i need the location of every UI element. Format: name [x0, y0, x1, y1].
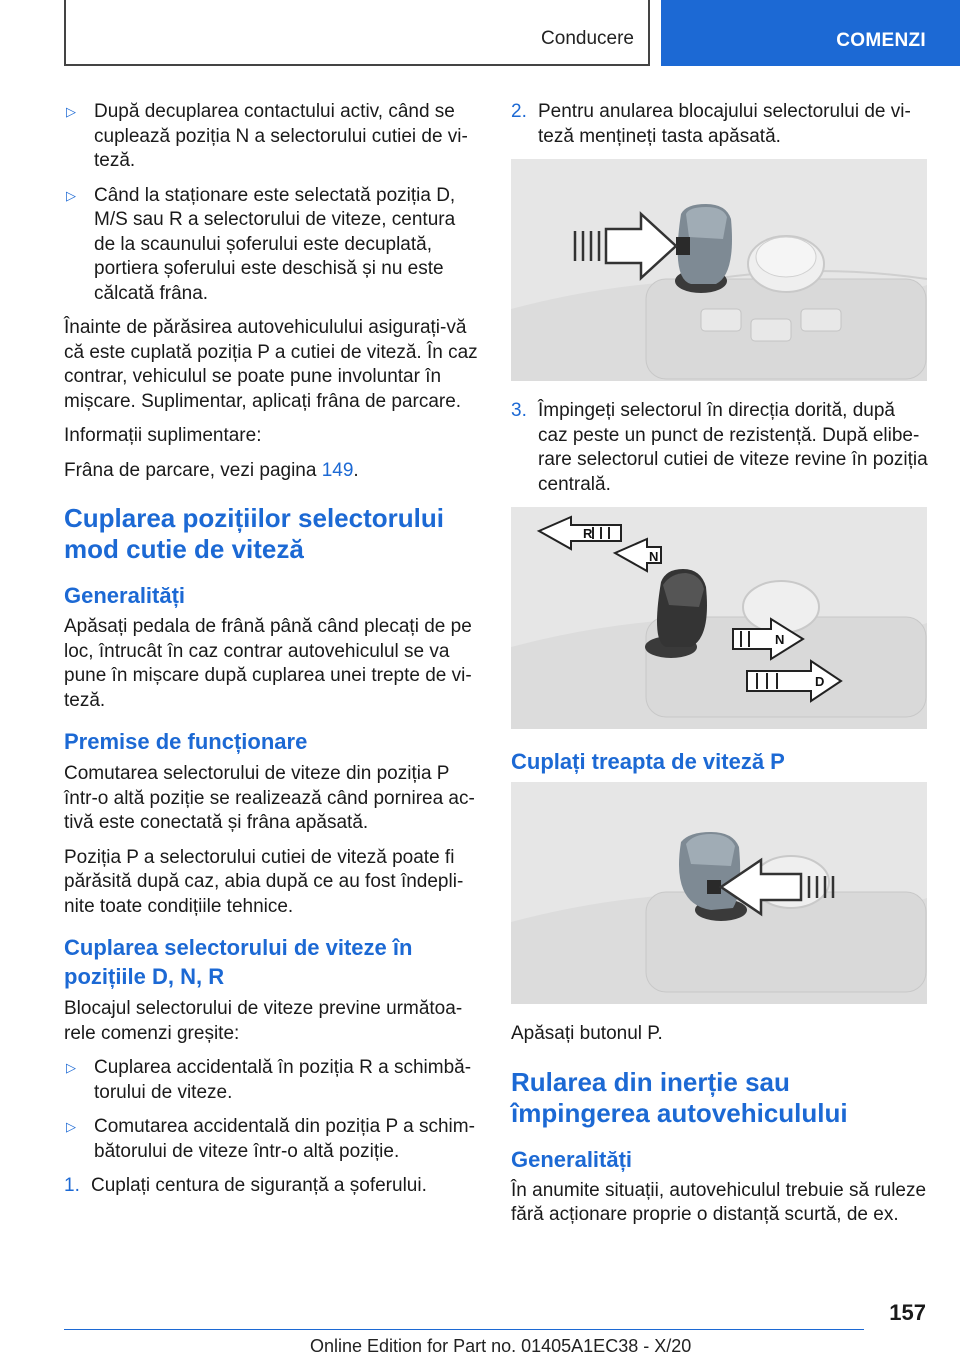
subsection-heading: Cuplarea selectorului de viteze în pozițiile D, N, R [64, 935, 413, 989]
triangle-right-icon: ▷ [66, 1119, 76, 1134]
paragraph: Blocajul selectorului de viteze previne următoa-rele comenzi greșite: [64, 998, 463, 1044]
step-item: 3. Împingeți selectorul în direcția dorită, după caz peste un punct de rezistență. După elibe-rare selectorul cutiei de viteze revine în poziția centrală. [511, 399, 929, 497]
triangle-right-icon: ▷ [66, 104, 76, 119]
paragraph-reference: Frâna de parcare, vezi pagina 149. [64, 459, 359, 481]
paragraph: Apăsați pedala de frână până când plecați de pe loc, întrucât în caz contrar autovehiculul se va pune în mișcare după cuplarea unei trepte de vi-teză. [64, 616, 472, 711]
footer-edition: Online Edition for Part no. 01405A1EC38 - X/20 [310, 1336, 692, 1356]
paragraph: Înainte de părăsirea autovehiculului asigurați-vă că este cuplată poziția P a cutiei de viteză. În caz contrar, vehiculul se poate pune involuntar în mișcare. Suplimentar, aplicați frâna de parcare. [64, 317, 478, 412]
paragraph: În anumite situații, autovehiculul trebuie să ruleze fără acționare proprie o distanță scurtă, de ex. [511, 1179, 927, 1225]
triangle-right-icon: ▷ [66, 1060, 76, 1075]
selector-unlock-illustration [511, 159, 927, 381]
list-item: ▷ Când la staționare este selectată poziția D, M/S sau R a selectorului de viteze, centura de la scaunului șoferului este decuplată, portiera șoferului este deschisă și nu este călcată frâna. [64, 184, 480, 307]
gear-label-n: N [775, 632, 785, 647]
gear-selector-directions-illustration [511, 507, 927, 729]
paragraph: Poziția P a selectorului cutiei de viteză poate fi părăsită după caz, abia după ce au fost îndepli-nite toate condițiile tehnice. [64, 846, 464, 917]
page-number: 157 [889, 1300, 926, 1325]
step-number: 2. [511, 101, 527, 122]
left-column [64, 100, 480, 1209]
list-item: ▷ Cuplarea accidentală în poziția R a schimbă-torului de viteze. [64, 1056, 480, 1105]
page-link[interactable]: 149 [321, 459, 354, 481]
step-item: 2. Pentru anularea blocajului selectorului de vi-teză mențineți tasta apăsată. [511, 100, 929, 149]
section-heading: Cuplarea pozițiilor selectorului mod cutie de viteză [64, 503, 444, 564]
step-number: 1. [64, 1175, 80, 1196]
triangle-right-icon: ▷ [66, 187, 76, 203]
section-title: Conducere [541, 28, 634, 49]
step-number: 3. [511, 400, 527, 421]
paragraph: Apăsați butonul P. [511, 1023, 663, 1044]
header-chapter-tab[interactable] [661, 0, 960, 66]
gear-label-r: R [583, 526, 593, 541]
gear-label-d: D [815, 674, 825, 689]
gear-label-n: N [649, 549, 659, 564]
header-section-box [64, 0, 650, 66]
subsection-heading: Generalități [511, 1146, 633, 1172]
subsection-heading: Cuplați treapta de viteză P [511, 749, 785, 774]
step-item: 1. Cuplați centura de siguranță a șoferului. [64, 1174, 480, 1199]
subsection-heading: Premise de funcționare [64, 729, 308, 754]
paragraph: Informații suplimentare: [64, 425, 262, 446]
footer-divider [64, 1329, 864, 1330]
chapter-title: COMENZI [836, 30, 926, 51]
right-column [511, 100, 929, 1238]
park-button-illustration [511, 782, 927, 1004]
subsection-heading: Generalități [64, 583, 186, 608]
list-item: ▷ Comutarea accidentală din poziția P a schim-bătorului de viteze într-o altă poziție. [64, 1115, 480, 1164]
paragraph: Comutarea selectorului de viteze din poziția P într-o altă poziție se realizează când pornirea ac-tivă este conectată și frâna apăsată. [64, 763, 475, 833]
list-item: ▷ După decuplarea contactului activ, când se cuplează poziția N a selectorului cutiei de vi-teză. [64, 100, 480, 174]
section-heading: Rularea din inerție sau împingerea autovehiculului [511, 1066, 848, 1128]
